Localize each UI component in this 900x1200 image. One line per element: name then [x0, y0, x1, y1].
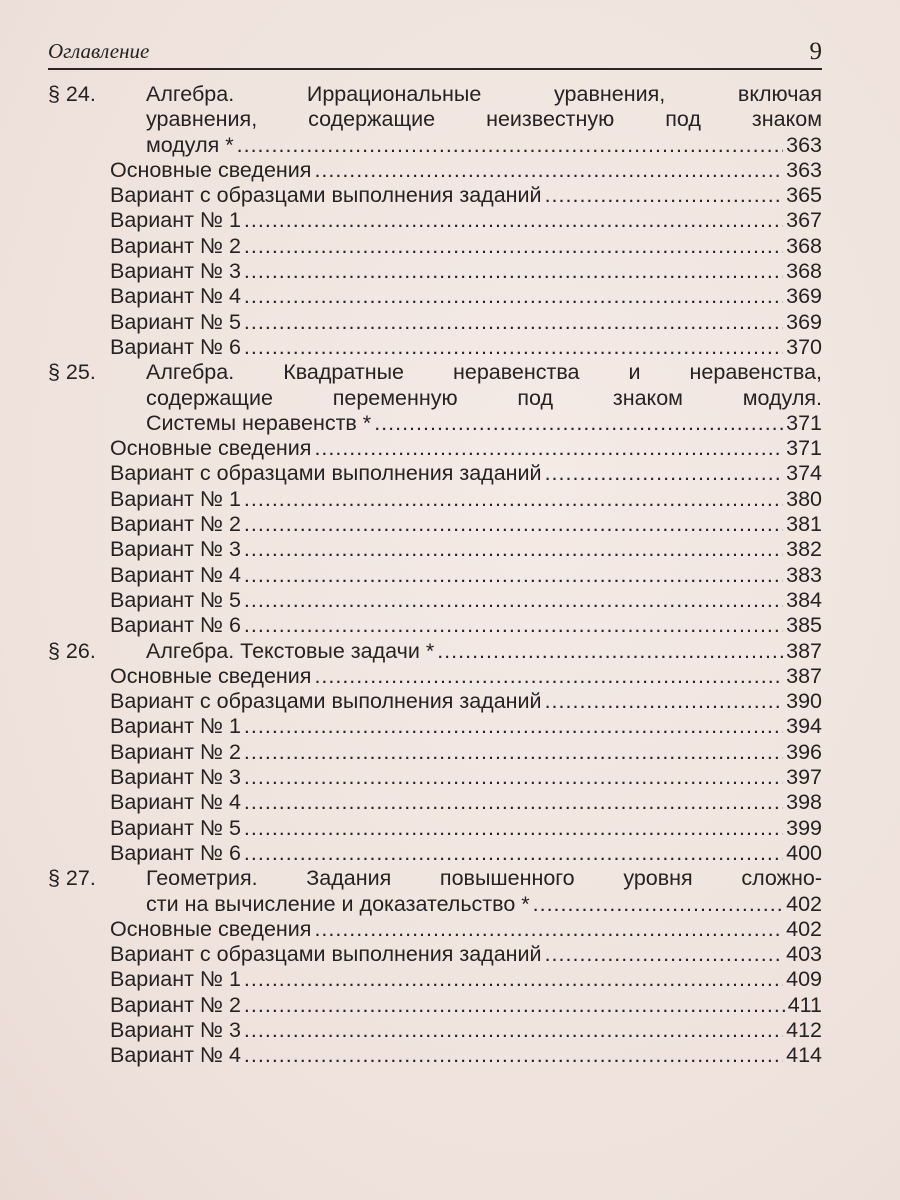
- entry-page: 411: [787, 992, 822, 1017]
- entry-label: Вариант № 3: [110, 537, 241, 562]
- toc-entry: [48, 967, 822, 992]
- entry-label: Вариант № 1: [110, 714, 241, 739]
- entry-page: 409: [786, 967, 822, 992]
- entry-label: Вариант с образцами выполнения заданий: [110, 689, 542, 714]
- section-heading-line: [48, 82, 822, 107]
- dot-leader: [244, 967, 783, 992]
- dot-leader: [244, 512, 783, 537]
- dot-leader: [244, 1018, 783, 1043]
- toc-entry: [48, 183, 822, 208]
- toc-entry: [48, 588, 822, 613]
- section-heading-line: [48, 360, 822, 385]
- toc-entry: [48, 740, 822, 765]
- section-page: 371: [786, 410, 822, 435]
- dot-leader: [314, 664, 783, 689]
- entry-page: 371: [786, 436, 822, 461]
- dot-leader: [314, 158, 783, 183]
- entry-label: Вариант № 6: [110, 840, 241, 865]
- dot-leader: [244, 740, 783, 765]
- toc-entry: [48, 714, 822, 739]
- toc-entry: [48, 310, 822, 335]
- entry-page: 363: [786, 157, 822, 182]
- dot-leader: [244, 790, 783, 815]
- section-heading-line: [48, 866, 822, 891]
- dot-leader: [545, 942, 784, 967]
- entry-page: 397: [786, 765, 822, 790]
- entry-label: Вариант № 2: [110, 233, 241, 258]
- section-heading-line: [48, 107, 822, 132]
- section-heading-line: [48, 892, 822, 917]
- section-heading-line: [48, 639, 822, 664]
- entry-page: 384: [786, 587, 822, 612]
- section-page: 402: [786, 891, 822, 916]
- section-page: 363: [786, 132, 822, 157]
- section-title-text: сти на вычисление и доказательство *: [146, 891, 530, 916]
- dot-leader: [244, 563, 783, 588]
- dot-leader: [237, 133, 784, 158]
- dot-leader: [374, 411, 783, 436]
- entry-page: 369: [786, 309, 822, 334]
- entry-label: Вариант № 1: [110, 486, 241, 511]
- section-number: § 24.: [48, 82, 96, 106]
- entry-label: Вариант № 6: [110, 334, 241, 359]
- dot-leader: [545, 689, 784, 714]
- entry-label: Основные сведения: [110, 157, 312, 182]
- toc-entry: [48, 461, 822, 486]
- entry-page: 400: [786, 840, 822, 865]
- entry-page: 368: [786, 259, 822, 284]
- entry-label: Основные сведения: [110, 663, 312, 688]
- dot-leader: [244, 284, 783, 309]
- entry-page: 369: [786, 284, 822, 309]
- entry-page: 367: [786, 208, 822, 233]
- entry-page: 382: [786, 537, 822, 562]
- section-page: 387: [786, 638, 822, 663]
- section-title-text: содержащие переменную под знаком модуля.: [146, 385, 822, 410]
- dot-leader: [533, 892, 783, 917]
- entry-label: Вариант с образцами выполнения заданий: [110, 461, 542, 486]
- entry-label: Вариант № 5: [110, 815, 241, 840]
- toc-entry: [48, 537, 822, 562]
- toc-entry: [48, 1018, 822, 1043]
- dot-leader: [437, 639, 783, 664]
- entry-label: Вариант № 2: [110, 992, 241, 1017]
- section-number: § 25.: [48, 360, 96, 385]
- toc-entry: [48, 436, 822, 461]
- toc-entry: [48, 1043, 822, 1068]
- dot-leader: [244, 841, 783, 866]
- entry-label: Вариант № 2: [110, 739, 241, 764]
- entry-label: Вариант № 4: [110, 790, 241, 815]
- entry-page: 396: [786, 739, 822, 764]
- dot-leader: [545, 461, 784, 486]
- section-title-text: модуля *: [146, 132, 234, 157]
- dot-leader: [244, 208, 783, 233]
- section-title-text: Алгебра. Квадратные неравенства и неравенства,: [146, 360, 822, 385]
- section-number: § 27.: [48, 866, 96, 891]
- entry-page: 387: [786, 663, 822, 688]
- dot-leader: [244, 335, 783, 360]
- entry-page: 365: [786, 183, 822, 208]
- toc-entry: [48, 208, 822, 233]
- dot-leader: [244, 765, 783, 790]
- entry-label: Вариант № 3: [110, 765, 241, 790]
- page-number: 9: [809, 38, 822, 65]
- section-heading-line: [48, 386, 822, 411]
- dot-leader: [244, 537, 783, 562]
- dot-leader: [244, 310, 783, 335]
- entry-page: 394: [786, 714, 822, 739]
- running-header: [48, 36, 822, 70]
- entry-label: Вариант № 6: [110, 613, 241, 638]
- toc-entry: [48, 790, 822, 815]
- toc-entry: [48, 158, 822, 183]
- entry-label: Основные сведения: [110, 436, 312, 461]
- section-title-text: уравнения, содержащие неизвестную под знаком: [146, 107, 822, 132]
- entry-label: Вариант № 4: [110, 562, 241, 587]
- dot-leader: [244, 234, 783, 259]
- entry-page: 402: [786, 916, 822, 941]
- entry-page: 390: [786, 689, 822, 714]
- toc-entry: [48, 993, 822, 1018]
- toc-entry: [48, 613, 822, 638]
- entry-page: 370: [786, 334, 822, 359]
- dot-leader: [314, 917, 783, 942]
- dot-leader: [244, 1043, 783, 1068]
- entry-page: 368: [786, 233, 822, 258]
- toc-entry: [48, 487, 822, 512]
- entry-label: Вариант № 1: [110, 967, 241, 992]
- dot-leader: [244, 259, 783, 284]
- entry-label: Вариант № 3: [110, 1017, 241, 1042]
- entry-page: 381: [786, 512, 822, 537]
- dot-leader: [244, 487, 783, 512]
- header-title: Оглавление: [48, 39, 150, 63]
- dot-leader: [244, 993, 785, 1018]
- entry-page: 414: [786, 1043, 822, 1068]
- toc-entry: [48, 689, 822, 714]
- dot-leader: [545, 183, 784, 208]
- dot-leader: [244, 613, 783, 638]
- section-title-text: Алгебра. Иррациональные уравнения, включая: [146, 82, 822, 106]
- toc-entry: [48, 284, 822, 309]
- entry-label: Вариант № 2: [110, 512, 241, 537]
- section-title-text: Системы неравенств *: [146, 410, 372, 435]
- entry-label: Вариант с образцами выполнения заданий: [110, 183, 542, 208]
- toc-entry: [48, 917, 822, 942]
- dot-leader: [244, 588, 783, 613]
- entry-label: Основные сведения: [110, 916, 312, 941]
- toc-entry: [48, 259, 822, 284]
- toc-entry: [48, 234, 822, 259]
- entry-label: Вариант № 4: [110, 1043, 241, 1068]
- dot-leader: [244, 816, 783, 841]
- entry-label: Вариант № 3: [110, 259, 241, 284]
- section-number: § 26.: [48, 638, 96, 663]
- toc-entry: [48, 816, 822, 841]
- toc-entry: [48, 563, 822, 588]
- toc-entry: [48, 942, 822, 967]
- toc-entry: [48, 765, 822, 790]
- entry-label: Вариант № 5: [110, 587, 241, 612]
- toc-entry: [48, 664, 822, 689]
- entry-page: 398: [786, 790, 822, 815]
- toc-entry: [48, 335, 822, 360]
- entry-page: 412: [786, 1017, 822, 1042]
- entry-page: 374: [786, 461, 822, 486]
- section-heading-line: [48, 133, 822, 158]
- toc-entry: [48, 841, 822, 866]
- section-heading-line: [48, 411, 822, 436]
- table-of-contents: [48, 82, 822, 1069]
- section-title-text: Алгебра. Текстовые задачи *: [146, 638, 435, 663]
- entry-page: 399: [786, 815, 822, 840]
- entry-label: Вариант с образцами выполнения заданий: [110, 942, 542, 967]
- section-title-text: Геометрия. Задания повышенного уровня сложно-: [146, 866, 822, 891]
- entry-page: 385: [786, 613, 822, 638]
- entry-label: Вариант № 4: [110, 284, 241, 309]
- entry-page: 380: [786, 486, 822, 511]
- entry-page: 403: [786, 942, 822, 967]
- toc-entry: [48, 512, 822, 537]
- entry-page: 383: [786, 562, 822, 587]
- entry-label: Вариант № 5: [110, 309, 241, 334]
- entry-label: Вариант № 1: [110, 208, 241, 233]
- dot-leader: [314, 436, 783, 461]
- dot-leader: [244, 714, 783, 739]
